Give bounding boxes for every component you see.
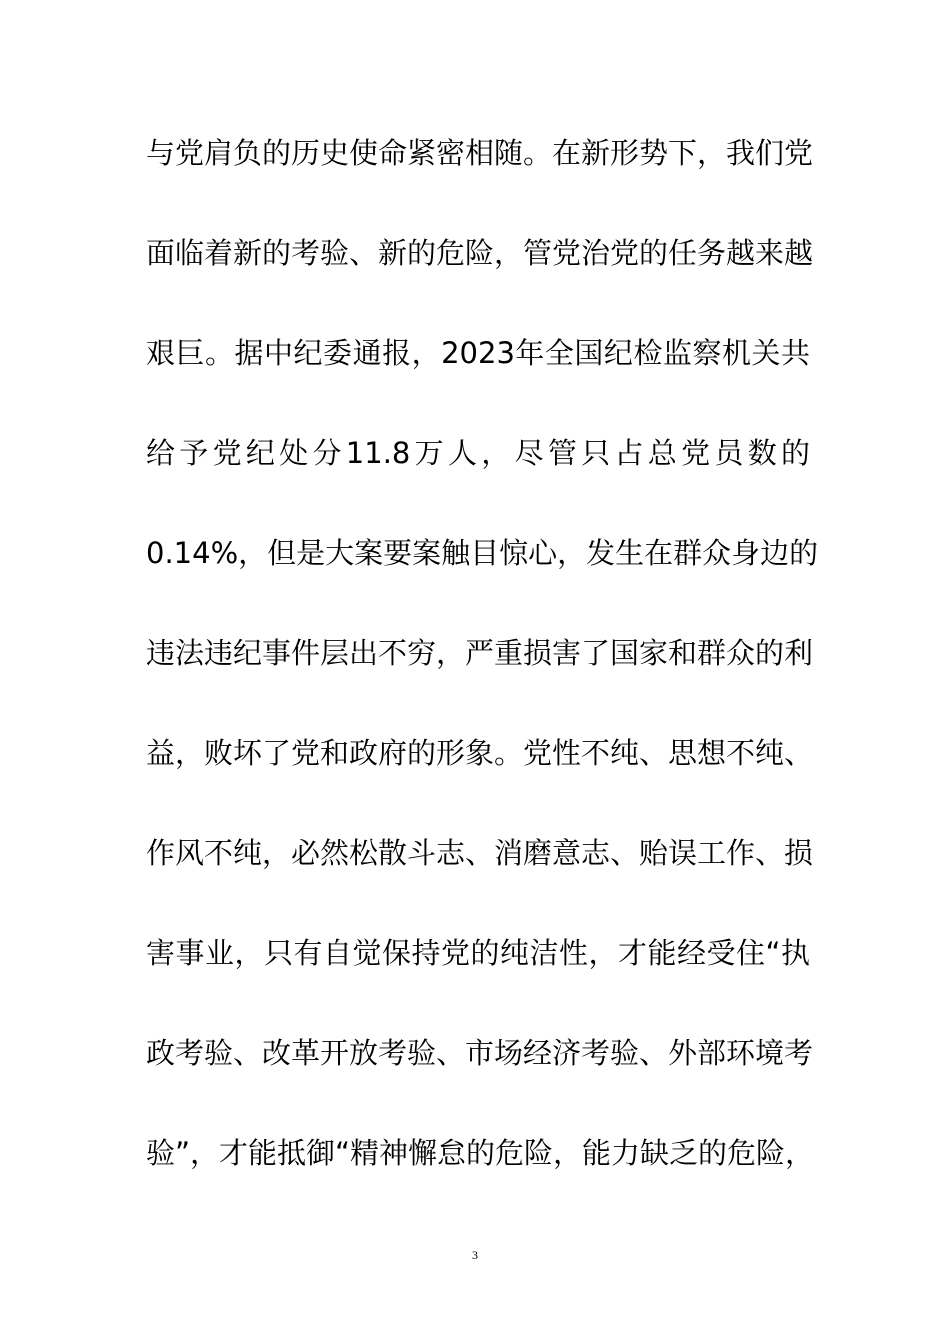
text-line: 艰巨。据中纪委通报，2023年全国纪检监察机关共 — [146, 336, 810, 370]
text-line: 验”，才能抵御“精神懈怠的危险，能力缺乏的危险， — [146, 1136, 815, 1170]
text-line: 政考验、改革开放考验、市场经济考验、外部环境考 — [146, 1036, 814, 1070]
text-line: 与党肩负的历史使命紧密相随。在新形势下，我们党 — [146, 136, 814, 170]
text-line: 作风不纯，必然松散斗志、消磨意志、贻误工作、损 — [146, 836, 814, 870]
text-line: 害事业，只有自觉保持党的纯洁性，才能经受住“执 — [146, 936, 810, 970]
body-paragraph — [146, 128, 819, 1228]
text-line: 面临着新的考验、新的危险，管党治党的任务越来越 — [146, 236, 814, 270]
text-line: 违法违纪事件层出不穷，严重损害了国家和群众的利 — [146, 636, 814, 670]
text-line: 益，败坏了党和政府的形象。党性不纯、思想不纯、 — [146, 736, 814, 770]
page-number: 3 — [472, 1248, 478, 1262]
text-line: 给予党纪处分11.8万人，尽管只占总党员数的 — [146, 436, 810, 470]
text-line: 0.14%，但是大案要案触目惊心，发生在群众身边的 — [146, 536, 819, 570]
